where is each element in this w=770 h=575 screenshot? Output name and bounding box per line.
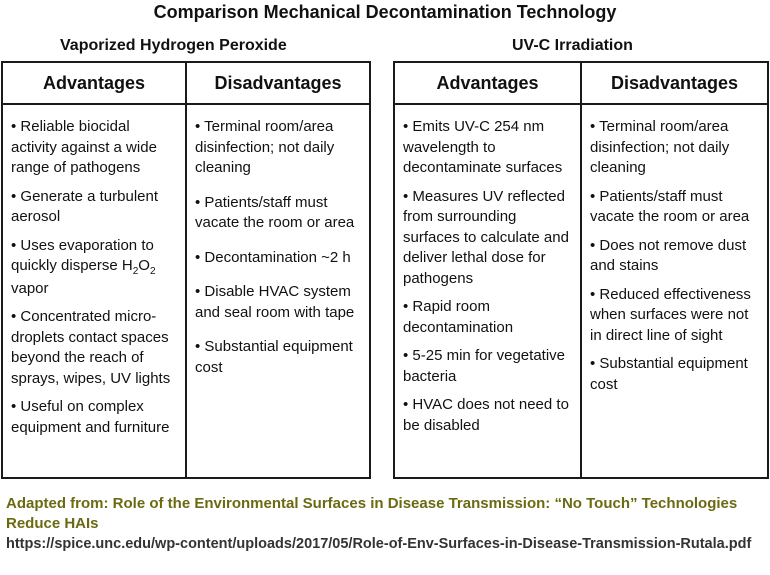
- list-item: • Substantial equipment cost: [195, 338, 353, 376]
- list-item: • Disable HVAC system and seal room with tape: [195, 283, 355, 321]
- list-item: • Terminal room/area disinfection; not daily cleaning: [590, 118, 730, 176]
- list-item: • Useful on complex equipment and furniture: [11, 398, 170, 436]
- vhp-disadvantages-list: [187, 105, 369, 386]
- list-item: • Emits UV-C 254 nm wavelength to decontaminate surfaces: [403, 118, 563, 176]
- list-item: • Reliable biocidal activity against a wide range of pathogens: [11, 118, 157, 176]
- list-item: • Substantial equipment cost: [590, 355, 748, 393]
- list-item: • Does not remove dust and stains: [590, 236, 747, 274]
- list-item: • Rapid room decontamination: [403, 298, 514, 336]
- uvc-heading: UV-C Irradiation: [512, 37, 633, 54]
- uvc-disadvantages-header: Disadvantages: [582, 63, 767, 105]
- list-item: • Generate a turbulent aerosol: [11, 187, 159, 225]
- list-item: • Measures UV reflected from surrounding surfaces to calculate and deliver lethal dose for pathogens: [403, 187, 569, 287]
- uvc-table: [393, 61, 769, 479]
- uvc-disadvantages-column: [580, 63, 767, 477]
- list-item: • Decontamination ~2 h: [195, 248, 351, 266]
- vhp-table: [1, 61, 371, 479]
- vhp-advantages-header: Advantages: [3, 63, 185, 105]
- vhp-advantages-list: [3, 105, 185, 446]
- uvc-advantages-column: [395, 63, 580, 477]
- source-url[interactable]: https://spice.unc.edu/wp-content/uploads/2017/05/Role-of-Env-Surfaces-in-Disease-Transmission-Rutala.pdf: [6, 536, 752, 552]
- list-item: • Reduced effectiveness when surfaces were not in direct line of sight: [590, 285, 751, 344]
- uvc-disadvantages-list: [582, 105, 767, 403]
- list-item: • Patients/staff must vacate the room or area: [590, 187, 750, 225]
- list-item: • 5-25 min for vegetative bacteria: [403, 347, 565, 385]
- vhp-disadvantages-column: [185, 63, 369, 477]
- vhp-heading: Vaporized Hydrogen Peroxide: [60, 37, 287, 54]
- vhp-advantages-column: [3, 63, 185, 477]
- list-item: • Concentrated micro-droplets contact spaces beyond the reach of sprays, wipes, UV lights: [11, 308, 171, 387]
- list-item: • Terminal room/area disinfection; not daily cleaning: [195, 118, 335, 176]
- uvc-advantages-list: [395, 105, 580, 444]
- list-item: • HVAC does not need to be disabled: [403, 396, 569, 434]
- list-item: • Patients/staff must vacate the room or area: [195, 193, 355, 231]
- uvc-advantages-header: Advantages: [395, 63, 580, 105]
- page-title: Comparison Mechanical Decontamination Technology: [153, 2, 617, 22]
- list-item: • Uses evaporation to quickly disperse $H_2O_2$ vapor: [11, 236, 156, 297]
- vhp-disadvantages-header: Disadvantages: [187, 63, 369, 105]
- source-citation: Adapted from: Role of the Environmental Surfaces in Disease Transmission: “No Touch” Technologies Reduce HAIs: [6, 495, 738, 532]
